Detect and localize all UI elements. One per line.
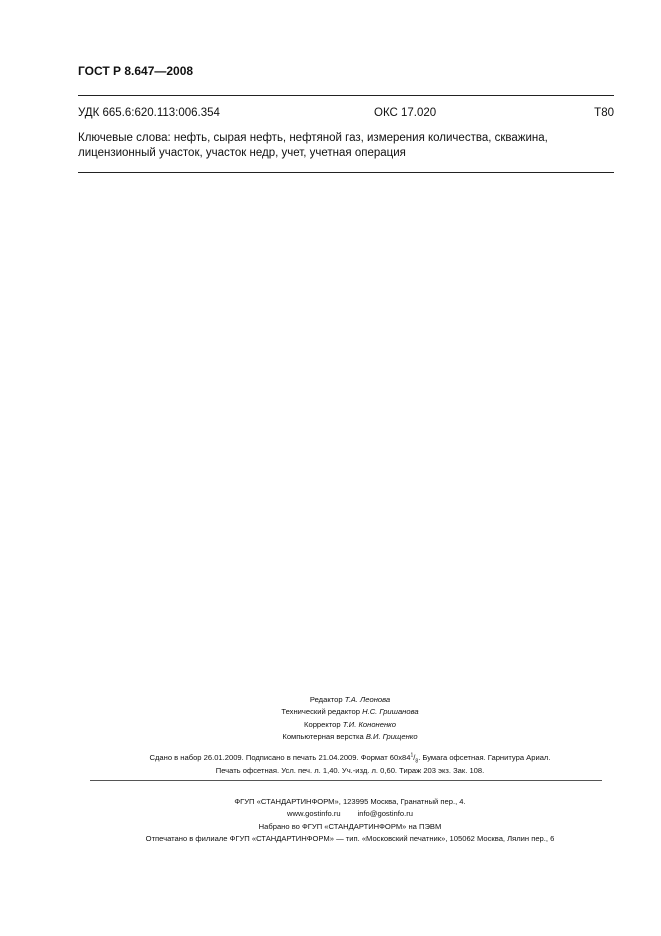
publisher-address: ФГУП «СТАНДАРТИНФОРМ», 123995 Москва, Гранатный пер., 4. bbox=[234, 797, 466, 806]
oks-code: ОКС 17.020 bbox=[374, 107, 437, 119]
keywords-text: Ключевые слова: нефть, сырая нефть, нефтяной газ, измерения количества, скважина, лицензионный участок, участок недр, учет, учетная операция bbox=[78, 132, 548, 159]
credit-role: Компьютерная верстка bbox=[282, 731, 366, 741]
format-sub: 8 bbox=[415, 758, 419, 765]
publisher-contacts bbox=[90, 808, 610, 820]
credit-name: Т.И. Кононенко bbox=[342, 719, 396, 729]
credit-name: Т.А. Леонова bbox=[344, 695, 391, 704]
credit-name: В.И. Грищенко bbox=[365, 731, 418, 741]
credit-name: Н.С. Гришанова bbox=[362, 707, 419, 717]
credit-role: Корректор bbox=[304, 719, 343, 729]
credit-role: Технический редактор bbox=[281, 707, 363, 717]
print-info-line-2: Печать офсетная. Усл. печ. л. 1,40. Уч.-изд. л. 0,60. Тираж 203 экз. Зак. 108. bbox=[215, 766, 485, 775]
credits-block bbox=[90, 694, 610, 743]
print-info-divider bbox=[90, 780, 602, 781]
publisher-website: www.gostinfo.ru bbox=[287, 809, 341, 819]
credit-technical-editor bbox=[90, 706, 610, 718]
credit-proofreader bbox=[90, 719, 610, 731]
top-divider bbox=[78, 95, 614, 96]
publisher-printed: Отпечатано в филиале ФГУП «СТАНДАРТИНФОРМ» — тип. «Московский печатник», 105062 Москва, Лялин пер., 6 bbox=[145, 834, 555, 844]
keywords-divider bbox=[78, 172, 614, 173]
credit-role: Редактор bbox=[309, 695, 345, 704]
print-info-line-1-end: . Бумага офсетная. Гарнитура Ариал. bbox=[418, 753, 551, 762]
publisher-email: info@gostinfo.ru bbox=[357, 809, 413, 819]
print-info bbox=[90, 751, 610, 777]
publisher-typeset: Набрано во ФГУП «СТАНДАРТИНФОРМ» на ПЭВМ bbox=[258, 821, 442, 831]
standard-code: ГОСТ Р 8.647—2008 bbox=[78, 64, 194, 78]
format-sup: 1 bbox=[410, 752, 414, 759]
print-info-line-1-start: Сдано в набор 26.01.2009. Подписано в печать 21.04.2009. Формат 60х84 bbox=[149, 753, 411, 762]
credit-layout bbox=[90, 731, 610, 743]
print-info-line-1 bbox=[90, 751, 610, 764]
category-code: Т80 bbox=[594, 107, 614, 119]
publisher-block bbox=[90, 796, 610, 846]
classification-row bbox=[78, 107, 614, 119]
udk-code: УДК 665.6:620.113:006.354 bbox=[78, 107, 220, 119]
format-slash: / bbox=[413, 753, 416, 762]
credit-editor bbox=[90, 694, 610, 706]
